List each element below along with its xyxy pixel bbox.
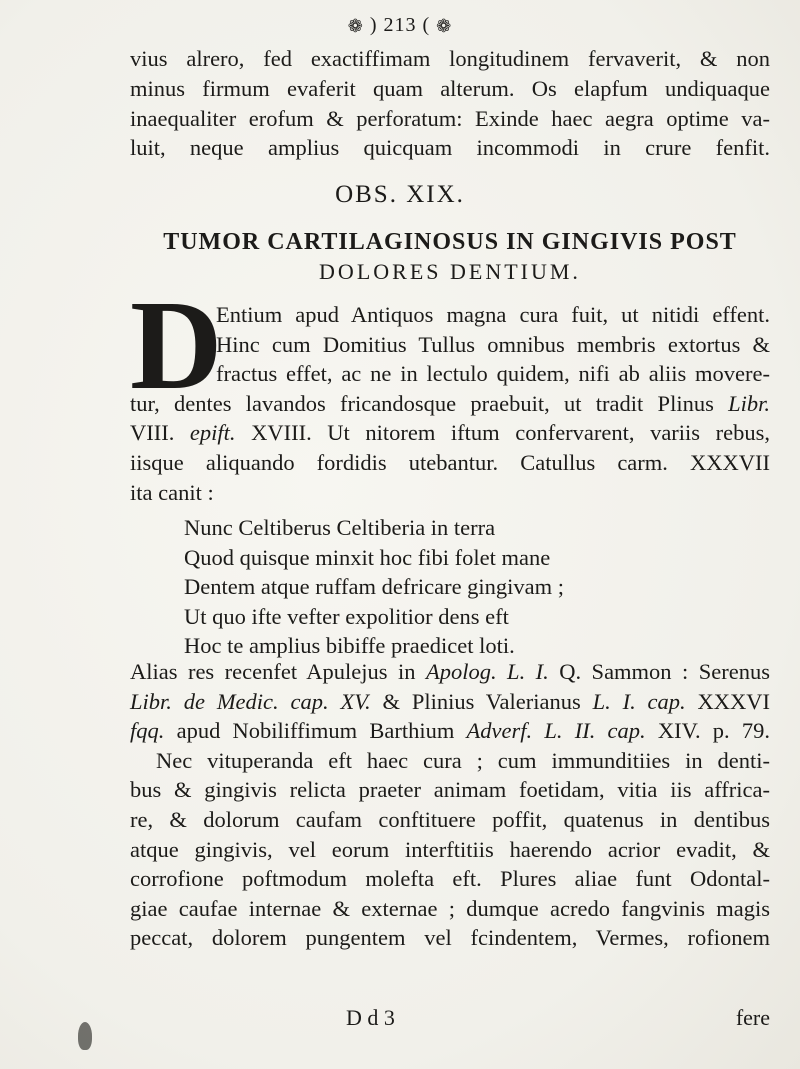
page-header [0, 14, 800, 37]
fleuron-right-icon: ❁ [436, 15, 453, 36]
observation-heading: OBS. XIX. [335, 181, 465, 208]
fleuron-left-icon: ❁ [347, 15, 364, 36]
text-line: corrofione poftmodum molefta eft. Plures aliae funt Odontal- [130, 866, 770, 892]
text-line: Entium apud Antiquos magna cura fuit, ut nitidi effent. [216, 302, 770, 327]
text-line: tur, dentes lavandos fricandosque praebuit, ut tradit Plinus Libr. [130, 390, 770, 416]
verse-line: Ut quo ifte vefter expolitior dens eft [184, 603, 509, 629]
text-line: peccat, dolorem pungentem vel fcindentem, Vermes, rofionem [130, 925, 770, 951]
catchword: fere [735, 1005, 770, 1030]
text-line: Nec vituperanda eft haec cura ; cum immunditiies in denti- [156, 747, 770, 773]
text-line: atque gingivis, vel eorum interftitiis haerendo acrior evadit, & [130, 836, 770, 862]
paragraph-one [130, 300, 770, 507]
continued-paragraph [130, 44, 770, 163]
text-line: luit, neque amplius quicquam incommodi in crure fenfit. [130, 135, 770, 161]
verse-line: Quod quisque minxit hoc fibi folet mane [184, 544, 551, 570]
text-line: iisque aliquando fordidis utebantur. Catullus carm. XXXVII [130, 449, 770, 475]
text-line: Hinc cum Domitius Tullus omnibus membris extortus & [216, 331, 770, 357]
text-line: bus & gingivis relicta praeter animam foetidam, vitia iis affrica- [130, 777, 770, 803]
text-line: minus firmum evaferit quam alterum. Os elapfum undiquaque [130, 75, 770, 101]
page-number: ) 213 ( [369, 14, 431, 36]
text-line: giae caufae internae & externae ; dumque acredo fangvinis magis [130, 895, 770, 921]
text-line: VIII. epift. XVIII. Ut nitorem iftum confervarent, variis rebus, [130, 420, 770, 446]
text-line: fractus effet, ac ne in lectulo quidem, nifi ab aliis movere- [216, 361, 770, 387]
text-line: vius alrero, fed exactiffimam longitudinem fervaverit, & non [130, 46, 770, 71]
text-line: Libr. de Medic. cap. XV. & Plinius Valerianus L. I. cap. XXXVI [130, 688, 770, 714]
verse-line: Dentem atque ruffam defricare gingivam ; [184, 574, 565, 600]
verse-line: Nunc Celtiberus Celtiberia in terra [184, 515, 496, 540]
observation-title: TUMOR CARTILAGINOSUS IN GINGIVIS POST [163, 229, 737, 255]
observation-subtitle: DOLORES DENTIUM. [319, 259, 581, 284]
text-line: Alias res recenfet Apulejus in Apolog. L. I. Q. Sammon : Serenus [130, 659, 770, 684]
verse-line: Hoc te amplius bibiffe praedicet loti. [184, 633, 515, 659]
text-line: inaequaliter erofum & perforatum: Exinde haec aegra optime va- [130, 105, 770, 131]
ink-blot [78, 1022, 92, 1050]
text-line: re, & dolorum caufam conftituere poffit, quatenus in dentibus [130, 806, 770, 832]
text-line: fqq. apud Nobiliffimum Barthium Adverf. L. II. cap. XIV. p. 79. [130, 718, 770, 744]
signature-mark: D d 3 [346, 1005, 395, 1030]
paragraph-two [130, 657, 770, 953]
drop-cap: D [130, 274, 223, 416]
verse-quotation [184, 513, 744, 661]
text-line: ita canit : [130, 479, 214, 505]
